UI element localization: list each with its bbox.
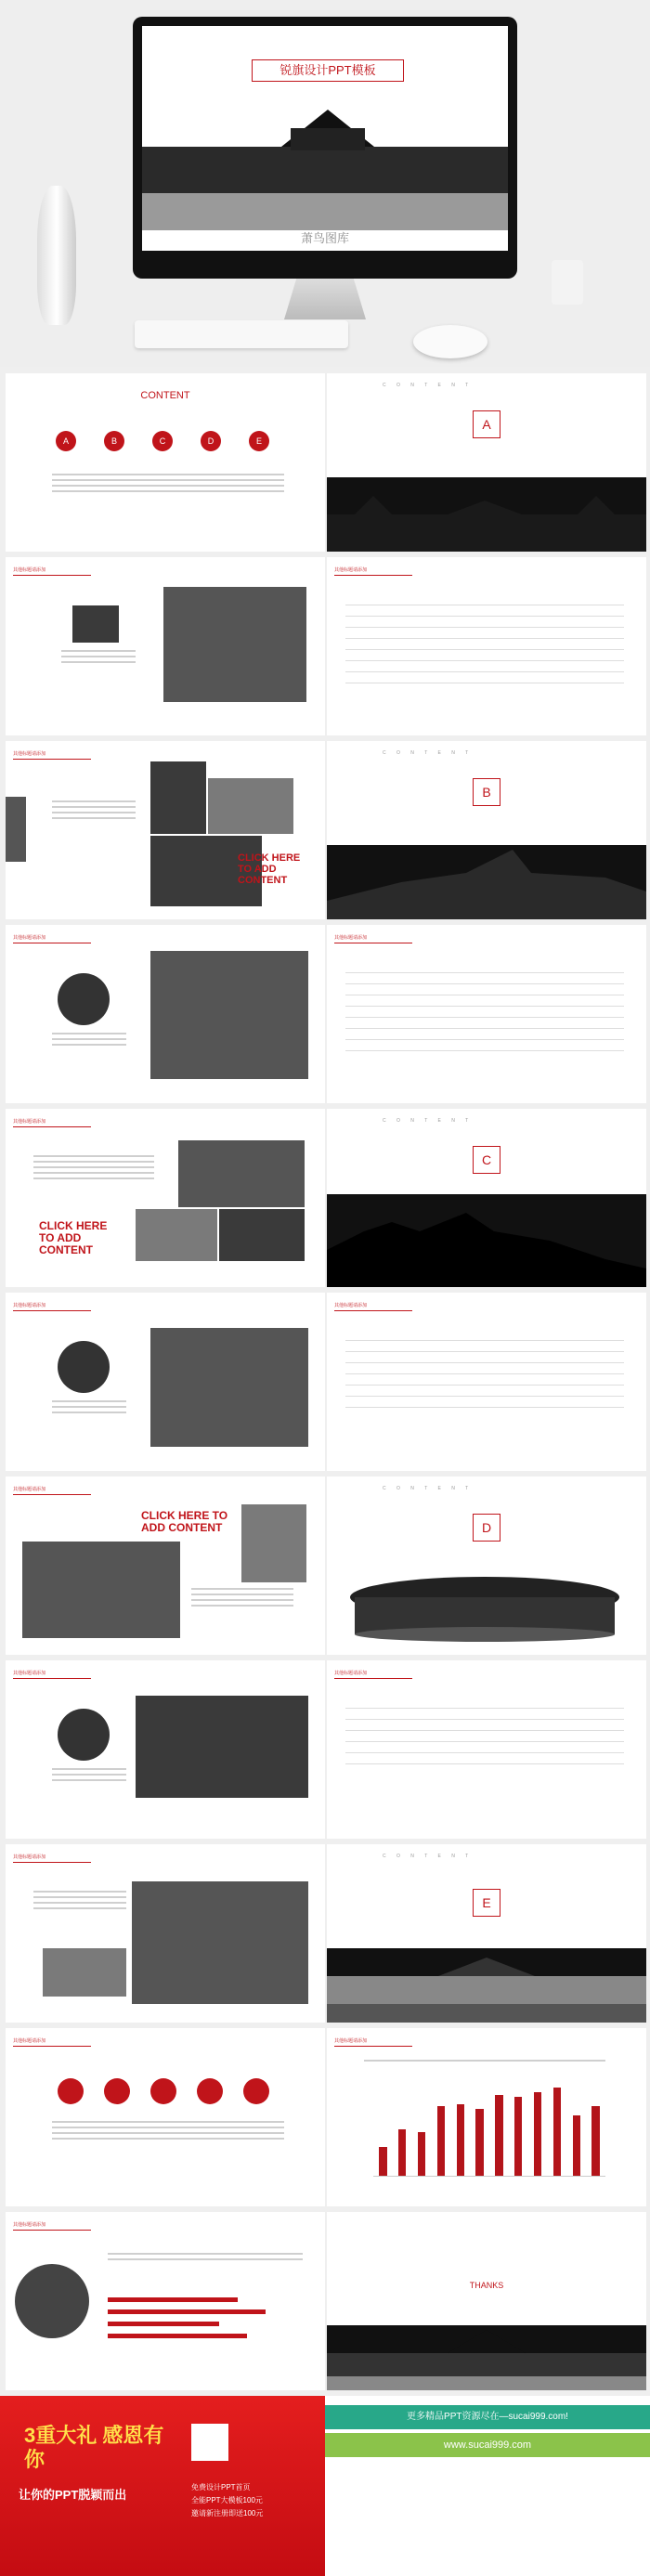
- flower-vase: [37, 186, 76, 325]
- content-c: C: [152, 431, 173, 451]
- slide-tag: 其他标题请添加: [334, 566, 412, 576]
- great-wall-silhouette: [327, 1194, 646, 1287]
- bar: [475, 2109, 483, 2177]
- green-line-1[interactable]: 更多精品PPT资源尽在—sucai999.com!: [325, 2405, 650, 2429]
- icon-truck: [197, 2078, 223, 2104]
- icon-photo: [58, 2078, 84, 2104]
- wall-photo: [22, 1542, 180, 1638]
- click-here: CLICK HERE TO ADD CONTENT: [238, 852, 301, 886]
- section-a-letter: A: [473, 410, 500, 438]
- great-wall-photo: [150, 1328, 308, 1447]
- slide-bar-chart: [327, 2028, 646, 2206]
- photo-1: [150, 761, 206, 834]
- bar: [437, 2106, 445, 2176]
- circle-photo: [58, 1709, 110, 1761]
- slide-4-right: [327, 925, 646, 1103]
- bar: [379, 2147, 386, 2176]
- stadium-night-photo: [136, 1696, 308, 1798]
- promo-item-2: 全能PPT大模板100元: [191, 2496, 263, 2504]
- slide-tag: 其他标题请添加: [13, 1854, 91, 1863]
- info-table: [345, 1330, 624, 1408]
- qr-code: [191, 2424, 228, 2461]
- slide-section-a: [327, 373, 646, 552]
- palace-silhouette: [327, 2325, 646, 2390]
- circle-photo: [58, 973, 110, 1025]
- slide-tag: 其他标题请添加: [13, 566, 91, 576]
- photo-2: [208, 778, 293, 834]
- slide-tag: 其他标题请添加: [334, 2037, 412, 2047]
- promo-big: 3重大礼 感恩有你: [24, 2424, 164, 2471]
- text-lines: [52, 1400, 126, 1417]
- palace-photo: [142, 91, 508, 251]
- text-lines: [52, 1033, 126, 1049]
- slide-8-right: [327, 1660, 646, 1839]
- photo-1: [178, 1140, 305, 1207]
- slide-content: [6, 373, 325, 552]
- bar: [418, 2132, 425, 2177]
- bar-chart: [373, 2084, 605, 2177]
- palace-photo: [163, 587, 306, 702]
- icon-glass: [243, 2078, 269, 2104]
- green-line-2[interactable]: www.sucai999.com: [325, 2433, 650, 2457]
- slide-tag: 其他标题请添加: [13, 2037, 91, 2047]
- mouse: [413, 325, 488, 358]
- text-lines: [33, 1891, 126, 1913]
- bar: [553, 2088, 561, 2176]
- slide-tag: 其他标题请添加: [13, 1118, 91, 1127]
- slide-tag: 其他标题请添加: [334, 1670, 412, 1679]
- slide-6-right: [327, 1293, 646, 1471]
- slide-section-b: [327, 741, 646, 919]
- temple-circle-photo: [15, 2264, 89, 2338]
- slide-10-left: [6, 2028, 325, 2206]
- slide-6-left: [6, 1293, 325, 1471]
- thanks-title: THANKS: [469, 2281, 504, 2290]
- slide-tag: 其他标题请添加: [13, 934, 91, 943]
- content-e: E: [249, 431, 269, 451]
- promo-item-1: 免费设计PPT首页: [191, 2483, 251, 2491]
- palace-silhouette: [327, 477, 646, 552]
- text-lines: [191, 1588, 293, 1610]
- section-b-letter: B: [473, 778, 500, 806]
- green-banner: [325, 2396, 650, 2576]
- text-lines: [52, 2121, 284, 2143]
- promo-sub: 让你的PPT脱颖而出: [19, 2488, 127, 2502]
- icon-bowl: [104, 2078, 130, 2104]
- section-c-letter: C: [473, 1146, 500, 1174]
- slide-3-left: [6, 741, 325, 919]
- photo-small: [43, 1948, 126, 1997]
- slide-section-c: [327, 1109, 646, 1287]
- text-lines: [52, 800, 136, 823]
- slide-tag: 其他标题请添加: [13, 1670, 91, 1679]
- progress-bars: [108, 2297, 293, 2338]
- slide-tag: 其他标题请添加: [13, 1302, 91, 1311]
- monitor-screen: [142, 26, 508, 251]
- photo-3: [219, 1209, 305, 1261]
- roof-photo: [72, 605, 119, 643]
- photo-1: [241, 1504, 306, 1582]
- dots-row: C O N T E N T: [383, 750, 474, 756]
- content-b: B: [104, 431, 124, 451]
- slide-thanks: [327, 2212, 646, 2390]
- slide-5-left: [6, 1109, 325, 1287]
- photo-strip: [6, 797, 26, 862]
- slide-2-left: [6, 557, 325, 735]
- stadium-photo: [132, 1881, 308, 2004]
- hill-temple-silhouette: [327, 845, 646, 919]
- dots-row: C O N T E N T: [383, 1854, 474, 1859]
- content-a: A: [56, 431, 76, 451]
- circle-photo: [58, 1341, 110, 1393]
- dots-row: C O N T E N T: [383, 1486, 474, 1491]
- promo-banner: [0, 2396, 325, 2576]
- slide-11-left: [6, 2212, 325, 2390]
- text-lines: [108, 2253, 303, 2264]
- text-lines: [33, 1155, 154, 1183]
- promo-list: [191, 2481, 263, 2520]
- bar: [457, 2104, 464, 2177]
- dots-row: C O N T E N T: [383, 1118, 474, 1124]
- slide-2-right: [327, 557, 646, 735]
- promo-item-3: 邀请新注册即送100元: [191, 2509, 264, 2517]
- slide-4-left: [6, 925, 325, 1103]
- slide-section-e: [327, 1844, 646, 2023]
- hero-subtitle: 萧鸟图库: [300, 232, 349, 246]
- monitor: [133, 17, 517, 279]
- slide-7-left: [6, 1477, 325, 1655]
- content-title: CONTENT: [140, 390, 190, 401]
- section-d-letter: D: [473, 1514, 500, 1542]
- bar: [573, 2115, 580, 2176]
- bar: [495, 2095, 502, 2177]
- text-lines: [52, 1768, 126, 1785]
- section-e-letter: E: [473, 1889, 500, 1917]
- hero-mockup: [0, 0, 650, 367]
- photo-2: [136, 1209, 217, 1261]
- content-lines: [52, 474, 284, 496]
- slide-tag: 其他标题请添加: [13, 750, 91, 760]
- text-lines: [61, 650, 136, 667]
- info-table: [345, 594, 624, 683]
- slide-tag: 其他标题请添加: [334, 934, 412, 943]
- bar: [514, 2097, 522, 2176]
- slide-9-left: [6, 1844, 325, 2023]
- slide-8-left: [6, 1660, 325, 1839]
- dots-row: C O N T E N T: [383, 383, 474, 388]
- content-d: D: [201, 431, 221, 451]
- bar: [592, 2106, 599, 2176]
- birds-nest-stadium: [345, 1569, 624, 1644]
- keyboard: [135, 320, 348, 348]
- icon-car: [150, 2078, 176, 2104]
- hero-title: 锐旗设计PPT模板: [252, 59, 404, 82]
- bar: [398, 2129, 406, 2176]
- info-table: [345, 1698, 624, 1764]
- slide-tag: 其他标题请添加: [13, 1486, 91, 1495]
- click-here: CLICK HERE TO ADD CONTENT: [39, 1219, 108, 1256]
- slide-section-d: [327, 1477, 646, 1655]
- click-here: CLICK HERE TO ADD CONTENT: [141, 1509, 228, 1534]
- monitor-stand: [284, 279, 366, 319]
- bar: [534, 2092, 541, 2176]
- info-table: [345, 962, 624, 1051]
- slide-tag: 其他标题请添加: [13, 2221, 91, 2231]
- pencil-cup: [552, 260, 583, 305]
- temple-photo: [150, 951, 308, 1079]
- slide-tag: 其他标题请添加: [334, 1302, 412, 1311]
- text-lines: [364, 2060, 605, 2065]
- forbidden-city-crowd: [327, 1948, 646, 2023]
